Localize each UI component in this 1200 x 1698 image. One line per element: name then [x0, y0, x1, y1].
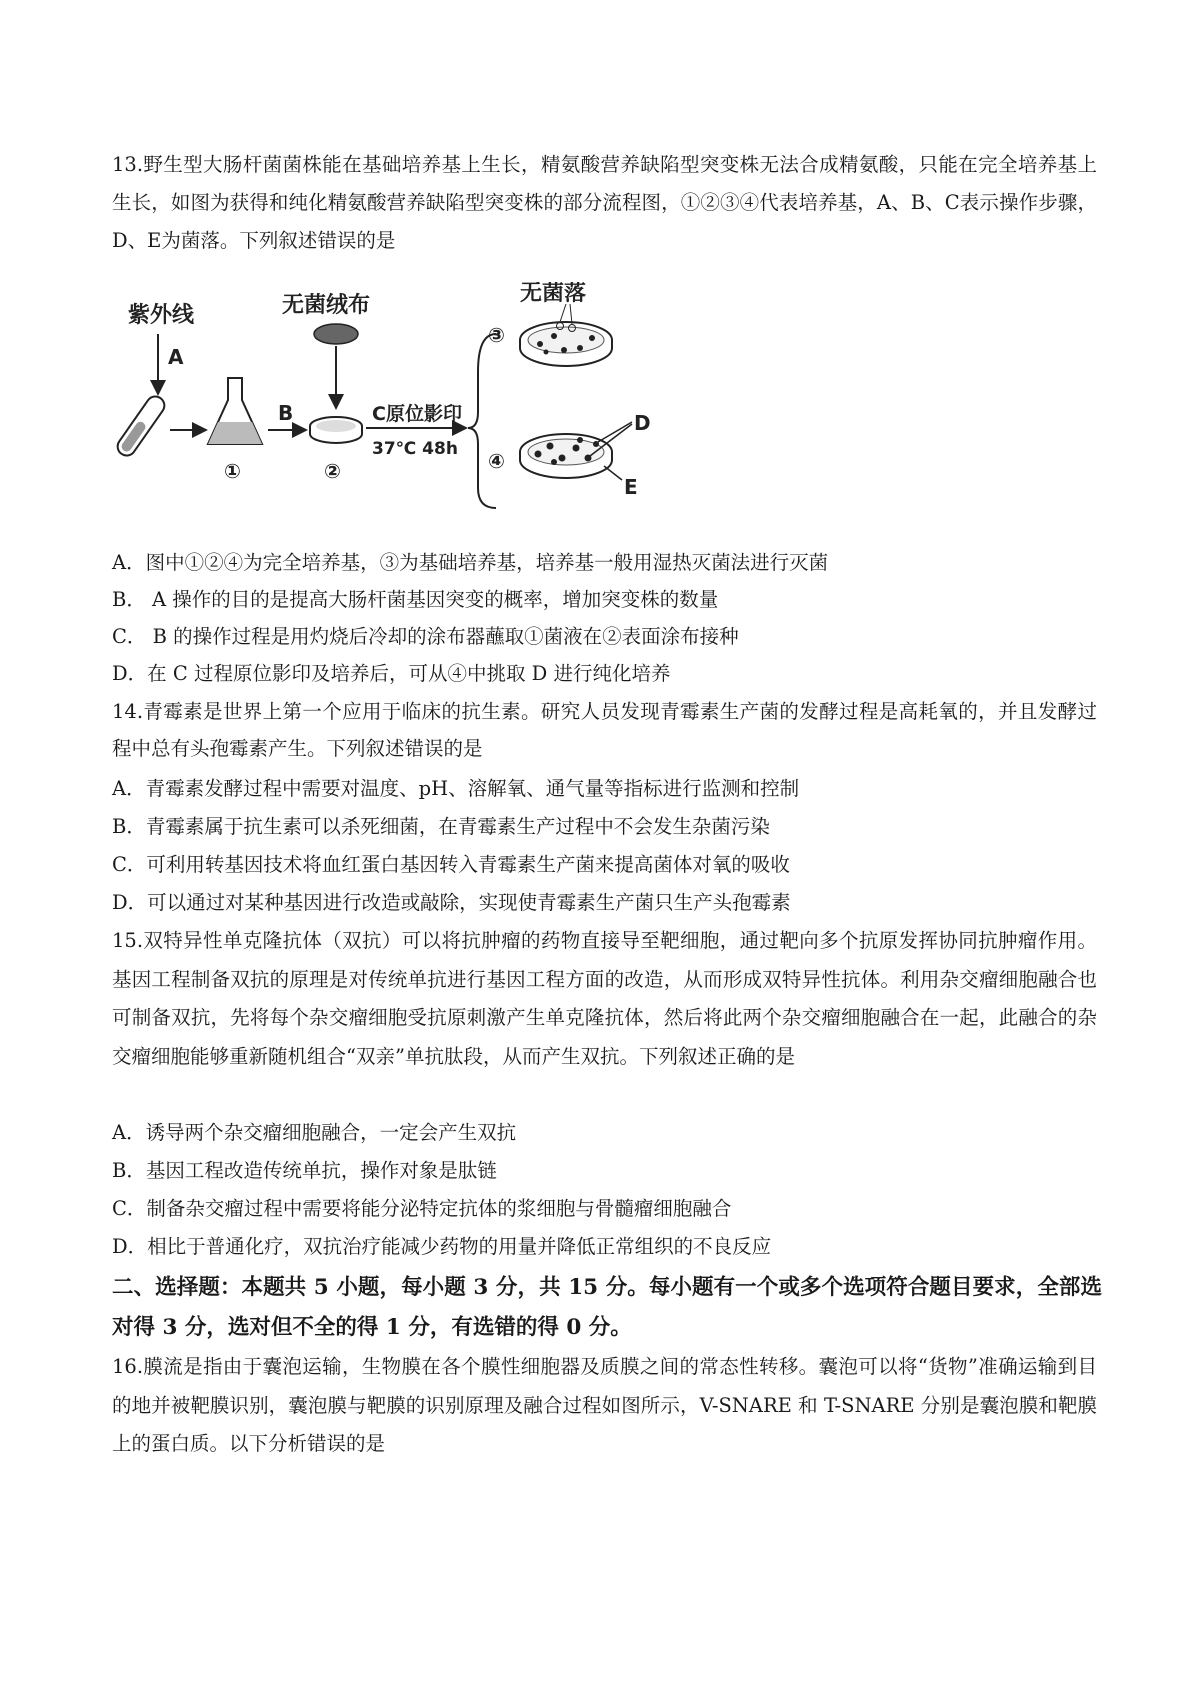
q13-option-d: D．在 C 过程原位影印及培养后，可从④中挑取 D 进行纯化培养	[112, 662, 671, 685]
q14-stem: 14.青霉素是世界上第一个应用于临床的抗生素。研究人员发现青霉素生产菌的发酵过程是高耗氧的，并且发酵过程中总有头孢霉素产生。下列叙述错误的是	[112, 700, 1097, 760]
q14-option-b: B．青霉素属于抗生素可以杀死细菌，在青霉素生产过程中不会发生杂菌污染	[112, 815, 770, 838]
q14-option-d: D．可以通过对某种基因进行改造或敲除，实现使青霉素生产菌只生产头孢霉素	[112, 891, 791, 914]
pointer-e	[604, 466, 622, 480]
pointer-d	[598, 422, 632, 442]
colony-e-label: E	[624, 475, 638, 499]
q15-option-d: D．相比于普通化疗，双抗治疗能减少药物的用量并降低正常组织的不良反应	[112, 1235, 772, 1258]
q14-option-a: A．青霉素发酵过程中需要对温度、pH、溶解氧、通气量等指标进行监测和控制	[112, 777, 800, 800]
velvet-pad-icon	[314, 324, 358, 344]
q14-option-c: C．可利用转基因技术将血红蛋白基因转入青霉素生产菌来提高菌体对氧的吸收	[112, 853, 790, 876]
q13-stem: 13.野生型大肠杆菌菌株能在基础培养基上生长，精氨酸营养缺陷型突变株无法合成精氨酸，只能在完全培养基上生长，如图为获得和纯化精氨酸营养缺陷型突变株的部分流程图，①②③④代表培养基，A、B、C表示操作步骤，D、E为菌落。下列叙述错误的是	[112, 153, 1097, 252]
medium-4-label: ④	[488, 449, 505, 473]
medium-1-label: ①	[224, 459, 241, 483]
velvet-label: 无菌绒布	[282, 293, 371, 318]
q15-option-c: C．制备杂交瘤过程中需要将能分泌特定抗体的浆细胞与骨髓瘤细胞融合	[112, 1197, 732, 1220]
uv-label: 紫外线	[128, 303, 195, 328]
plate-4-icon	[520, 434, 612, 478]
flask-icon	[208, 378, 262, 444]
step-c-label: C原位影印	[372, 403, 462, 425]
colony-d-label: D	[634, 411, 651, 435]
step-b-label: B	[278, 401, 294, 425]
q13-option-b: B． A 操作的目的是提高大肠杆菌基因突变的概率，增加突变株的数量	[112, 588, 719, 611]
q13-option-c: C． B 的操作过程是用灼烧后冷却的涂布器蘸取①菌液在②表面涂布接种	[112, 625, 739, 648]
no-colony-label: 无菌落	[520, 282, 587, 306]
plate-3-icon	[520, 304, 612, 366]
q15-stem: 15.双特异性单克隆抗体（双抗）可以将抗肿瘤的药物直接导至靶细胞，通过靶向多个抗原发挥协同抗肿瘤作用。基因工程制备双抗的原理是对传统单抗进行基因工程方面的改造，从而形成双特异性抗体。利用杂交瘤细胞融合也可制备双抗，先将每个杂交瘤细胞受抗原刺激产生单克隆抗体，然后将此两个杂交瘤细胞融合在一起，此融合的杂交瘤细胞能够重新随机组合“双亲”单抗肽段，从而产生双抗。下列叙述正确的是	[112, 929, 1097, 1068]
test-tube-icon	[114, 393, 168, 459]
branch-bracket	[468, 334, 496, 508]
step-a-label: A	[168, 345, 184, 369]
q13-option-a: A．图中①②④为完全培养基，③为基础培养基，培养基一般用湿热灭菌法进行灭菌	[112, 551, 829, 574]
plate-2-icon	[310, 417, 362, 443]
culture-condition-label: 37℃ 48h	[372, 439, 458, 459]
section-2-heading: 二、选择题：本题共 5 小题，每小题 3 分，共 15 分。每小题有一个或多个选项符合题目要求，全部选对得 3 分，选对但不全的得 1 分，有选错的得 0 分。	[112, 1275, 1102, 1340]
q13-flowchart-figure	[110, 282, 720, 522]
q15-option-b: B．基因工程改造传统单抗，操作对象是肽链	[112, 1159, 497, 1182]
q16-stem: 16.膜流是指由于囊泡运输，生物膜在各个膜性细胞器及质膜之间的常态性转移。囊泡可以将“货物”准确运输到目的地并被靶膜识别，囊泡膜与靶膜的识别原理及融合过程如图所示，V-SNARE 和 T-SNARE 分别是囊泡膜和靶膜上的蛋白质。以下分析错误的是	[112, 1355, 1097, 1455]
q15-option-a: A．诱导两个杂交瘤细胞融合，一定会产生双抗	[112, 1121, 517, 1144]
medium-3-label: ③	[488, 323, 505, 347]
medium-2-label: ②	[324, 459, 341, 483]
